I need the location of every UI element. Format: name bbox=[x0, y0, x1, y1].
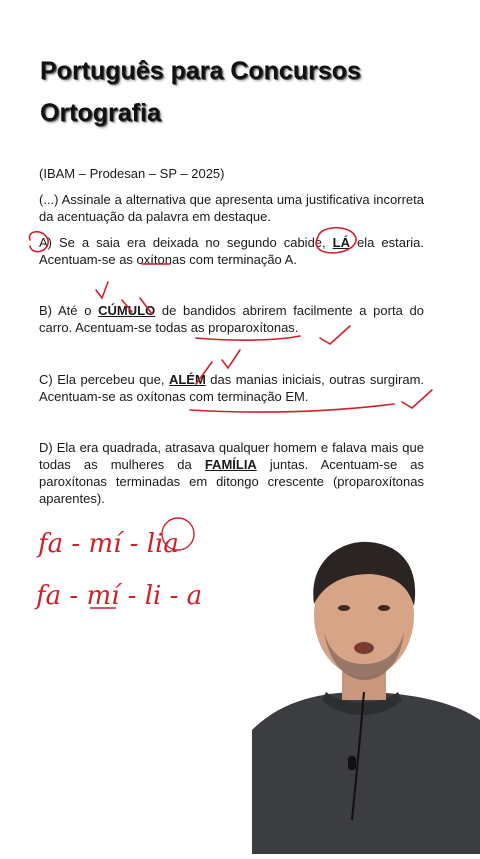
option-a-keyword: LÁ bbox=[332, 235, 350, 250]
question-source: (IBAM – Prodesan – SP – 2025) bbox=[39, 166, 225, 181]
option-a bbox=[39, 234, 424, 268]
underline-b bbox=[196, 336, 300, 340]
page-subtitle: Ortografia bbox=[40, 99, 161, 127]
option-a-text: A) Se a saia era deixada no segundo cabide, bbox=[39, 235, 333, 250]
option-c-keyword: ALÉM bbox=[168, 372, 206, 387]
option-a-justification: ela estaria. Acentuam-se as oxítonas com terminação A. bbox=[39, 235, 424, 267]
circle-syllable-lia bbox=[162, 518, 194, 550]
option-d-justification: juntas. Acentuam-se as paroxítonas terminadas em ditongo crescente (proparoxítonas aparentes). bbox=[39, 457, 425, 506]
underline-c bbox=[190, 404, 394, 412]
option-d-keyword: FAMÍLIA bbox=[204, 457, 257, 472]
microphone-icon bbox=[348, 756, 356, 770]
syllables-line-1: fa - mí - lia bbox=[38, 529, 179, 559]
option-b-justification: de bandidos abrirem facilmente a porta do carro. Acentuam-se todas as proparoxítonas. bbox=[39, 303, 424, 335]
option-c-text: C) Ela percebeu que, bbox=[39, 372, 169, 387]
page-title: Português para Concursos bbox=[40, 57, 361, 85]
presenter-mouth bbox=[354, 642, 374, 654]
question-prompt: (...) Assinale a alternativa que apresenta uma justificativa incorreta da acentuação da palavra em destaque. bbox=[39, 192, 424, 224]
option-d bbox=[39, 439, 424, 507]
option-b bbox=[39, 302, 424, 336]
option-b-text: B) Até o bbox=[39, 303, 99, 318]
syllables-line-2: fa - mí - li - a bbox=[36, 581, 203, 611]
presenter-shirt bbox=[252, 692, 480, 854]
option-b-keyword: CÚMULO bbox=[98, 303, 156, 318]
check-cumulo bbox=[96, 282, 108, 298]
check-alem bbox=[222, 350, 240, 368]
presenter-video bbox=[252, 520, 480, 854]
option-c-justification: das manias iniciais, outras surgiram. Acentuam-se as oxítonas com terminação EM. bbox=[39, 372, 425, 404]
option-d-text: D) Ela era quadrada, atrasava qualquer homem e falava mais que todas as mulheres da bbox=[39, 440, 424, 472]
option-c bbox=[39, 371, 424, 405]
